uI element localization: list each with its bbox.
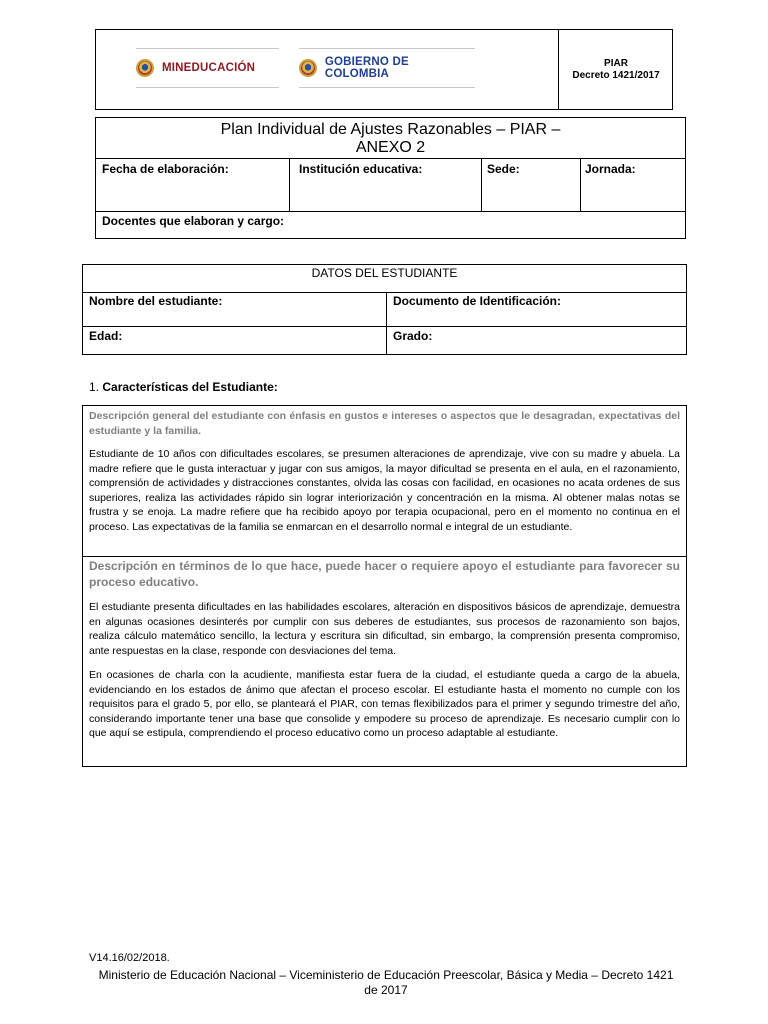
- divider: [83, 556, 686, 557]
- site-field-label: Sede:: [487, 162, 520, 176]
- divider: [83, 326, 686, 327]
- student-id-label: Documento de Identificación:: [393, 294, 562, 308]
- shift-field-label: Jornada:: [585, 162, 636, 176]
- institution-field-label: Institución educativa:: [299, 162, 423, 176]
- version-label: V14.16/02/2018.: [89, 952, 170, 964]
- divider: [299, 48, 475, 49]
- colombia-seal-icon: [299, 59, 317, 77]
- description-general-text: Estudiante de 10 años con dificultades escolares, se presumen alteraciones de aprendizaje, vive con su madre y abuela. La madre refiere que le gusta interactuar y jugar con sus amigos, la mayor dificultad se presenta en el aula, en el razonamiento, comprensión de actividades y distracciones constantes, olvida las cosas con facilidad, en ocasiones no acata ordenes de sus superiores, realiza las actividades rápido sin lograr interiorización y concentración en la misma. Al obtener malas notas se frustra y se enoja. La madre refiere que ha recibido apoyo por terapia ocupacional, pero en el momento no continua en el proceso. Las expectativas de la familia se enmarcan en el desarrollo normal e integral de un estudiante.: [89, 448, 680, 533]
- teachers-field-label: Docentes que elaboran y cargo:: [102, 214, 285, 228]
- divider: [289, 158, 290, 211]
- description-followup-text: En ocasiones de charla con la acudiente, manifiesta estar fuera de la ciudad, el estudiante queda a cargo de la abuela, evidenciando en los estados de ánimo que afectan el proceso escolar. El estudiante hasta el momento no cumple con los requisitos para el grado 5, por ello, se planteará el PIAR, con temas flexibilizados para el primer y segundo trimestre del año, considerando importante tener una base que consolide y empodere su proceso de aprendizaje. Es necesario cumplir con lo que aquí se estipula, comprendiendo el proceso educativo como un proceso adaptable al estudiante.: [89, 669, 680, 739]
- title-table: [95, 117, 686, 239]
- doc-code: PIAR: [604, 57, 628, 69]
- page-title: Plan Individual de Ajustes Razonables – PIAR –: [220, 121, 561, 138]
- colombia-seal-icon: [136, 59, 154, 77]
- page-subtitle: ANEXO 2: [355, 139, 426, 156]
- divider: [580, 158, 581, 211]
- divider: [299, 87, 475, 88]
- page-footer: Ministerio de Educación Nacional – Viceministerio de Educación Preescolar, Básica y Media – Decreto 1421 de 2017: [98, 968, 674, 997]
- date-field-label: Fecha de elaboración:: [102, 162, 229, 176]
- doc-code-box: [559, 30, 673, 109]
- section-number: 1.: [89, 380, 100, 394]
- decree-ref: Decreto 1421/2017: [572, 69, 660, 81]
- divider: [386, 292, 387, 355]
- section-heading: [89, 380, 278, 394]
- gobierno-logo: [299, 48, 475, 88]
- student-description-box: [82, 405, 687, 767]
- description-prompt-support: Descripción en términos de lo que hace, puede hacer o requiere apoyo el estudiante para favorecer su proceso educativo.: [89, 559, 680, 589]
- logo-left-text: MINEDUCACIÓN: [162, 62, 256, 74]
- student-data-table: [82, 264, 687, 355]
- divider: [96, 158, 685, 159]
- section-title: Características del Estudiante:: [102, 380, 278, 394]
- document-header: [95, 29, 673, 110]
- divider: [481, 158, 482, 211]
- divider: [136, 87, 279, 88]
- student-grade-label: Grado:: [393, 329, 433, 343]
- mineducacion-logo: [136, 48, 279, 88]
- divider: [83, 292, 686, 293]
- description-support-text: El estudiante presenta dificultades en las habilidades escolares, alteración en dispositivos básicos de aprendizaje, demuestra en algunas ocasiones desinterés por cumplir con sus deberes de estudiantes, sus procesos de razonamiento son bajos, realiza cálculo matemático sencillo, la lectura y escritura sin dificultad, sin embargo, la comprensión presenta compromiso, ante respuestas en la clase, responde con desviaciones del tema.: [89, 601, 680, 657]
- logo-right-text: GOBIERNO DE COLOMBIA: [324, 56, 409, 80]
- student-name-label: Nombre del estudiante:: [89, 294, 223, 308]
- student-table-heading: DATOS DEL ESTUDIANTE: [311, 266, 458, 280]
- student-age-label: Edad:: [89, 329, 123, 343]
- divider: [136, 48, 279, 49]
- description-prompt-general: Descripción general del estudiante con énfasis en gustos e intereses o aspectos que le desagradan, expectativas del estudiante y la familia.: [89, 410, 680, 437]
- divider: [96, 211, 685, 212]
